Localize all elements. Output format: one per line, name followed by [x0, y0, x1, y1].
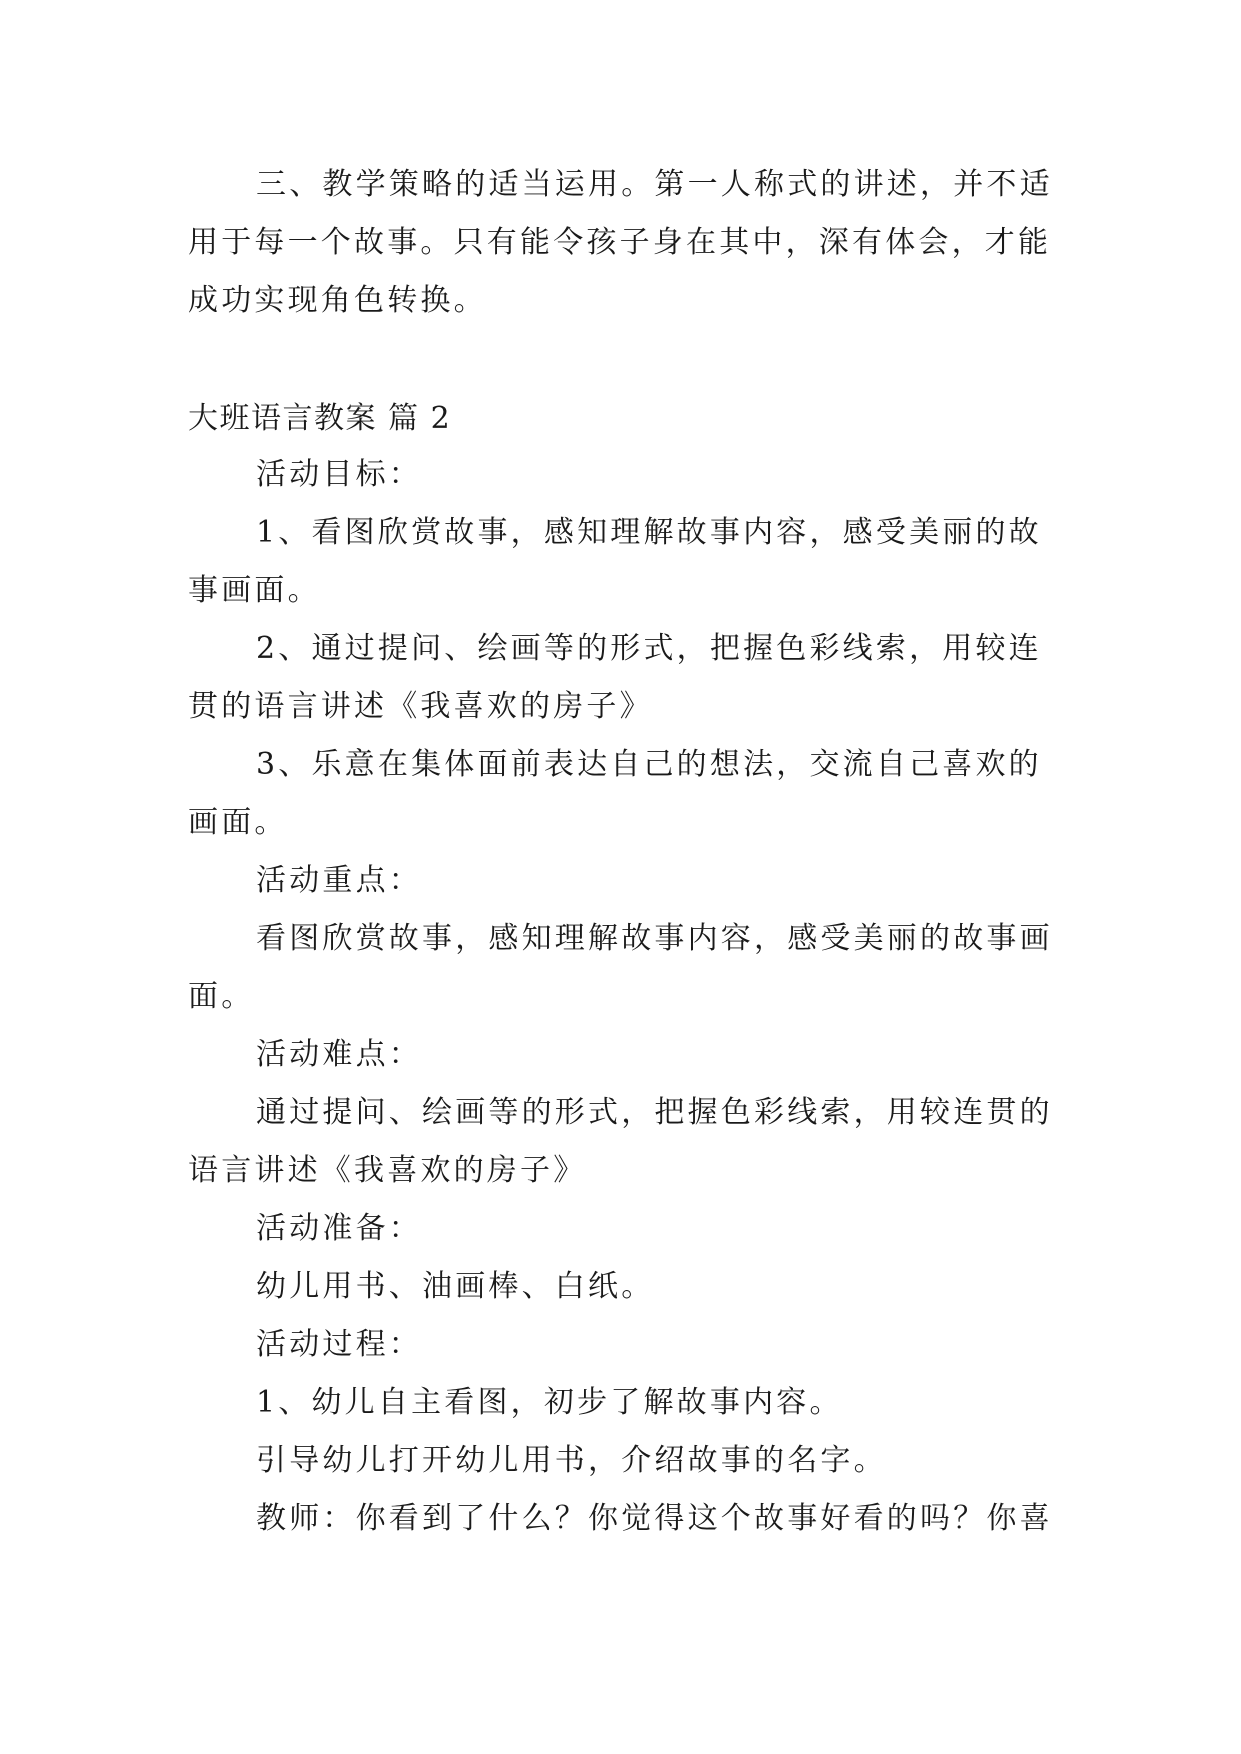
paragraph-line: 语言讲述《我喜欢的房子》	[188, 1153, 587, 1188]
paragraph-line: 贯的语言讲述《我喜欢的房子》	[188, 689, 653, 724]
paragraph-line: 教师：你看到了什么？你觉得这个故事好看的吗？你喜	[256, 1501, 1053, 1536]
subheading-line: 活动重点：	[256, 863, 422, 898]
section-heading: 大班语言教案 篇 2	[188, 401, 452, 436]
paragraph-line: 面。	[188, 979, 255, 1014]
paragraph-line: 画面。	[188, 805, 288, 840]
paragraph-line: 2、通过提问、绘画等的形式，把握色彩线索，用较连	[256, 631, 1042, 666]
paragraph-line: 用于每一个故事。只有能令孩子身在其中，深有体会，才能	[188, 225, 1052, 260]
paragraph-line: 成功实现角色转换。	[188, 283, 487, 318]
paragraph-line: 看图欣赏故事，感知理解故事内容，感受美丽的故事画	[256, 921, 1053, 956]
subheading-line: 活动过程：	[256, 1327, 422, 1362]
paragraph-line: 事画面。	[188, 573, 321, 608]
paragraph-line: 引导幼儿打开幼儿用书，介绍故事的名字。	[256, 1443, 887, 1478]
paragraph-line: 幼儿用书、油画棒、白纸。	[256, 1269, 655, 1304]
subheading-line: 活动准备：	[256, 1211, 422, 1246]
paragraph-line: 通过提问、绘画等的形式，把握色彩线索，用较连贯的	[256, 1095, 1053, 1130]
paragraph-line: 1、幼儿自主看图，初步了解故事内容。	[256, 1385, 843, 1420]
paragraph-line: 3、乐意在集体面前表达自己的想法，交流自己喜欢的	[256, 747, 1042, 782]
paragraph-line: 1、看图欣赏故事，感知理解故事内容，感受美丽的故	[256, 515, 1042, 550]
paragraph-line: 三、教学策略的适当运用。第一人称式的讲述，并不适	[256, 167, 1053, 202]
subheading-line: 活动难点：	[256, 1037, 422, 1072]
subheading-line: 活动目标：	[256, 457, 422, 492]
